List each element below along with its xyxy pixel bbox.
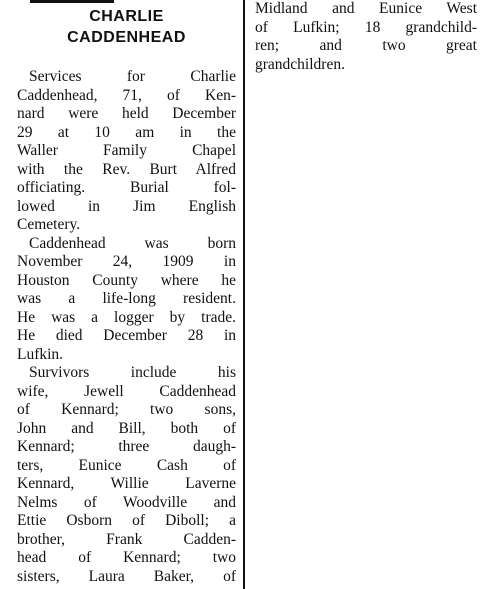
masthead-rule [30, 0, 114, 3]
text-line: He died December 28 in [17, 327, 236, 344]
text-line: Kennard, Willie Laverne [17, 475, 236, 492]
text-line: Kennard; three daugh- [17, 438, 236, 455]
text-line: John and Bill, both of [17, 419, 236, 437]
text-line: Lufkin. [17, 345, 64, 363]
text-line: ters, Eunice Cash of [17, 456, 236, 474]
text-line: Waller Family Chapel [17, 142, 236, 159]
text-line: head of Kennard; two [17, 549, 236, 566]
text-line: nard were held December [17, 105, 236, 122]
text-line: of Lufkin; 18 grandchild- [255, 18, 477, 36]
text-line: Nelms of Woodville and [17, 493, 236, 511]
text-line: Caddenhead, 71, of Ken- [17, 86, 236, 104]
text-line: with the Rev. Burt Alfred [17, 160, 236, 178]
paragraph-services [17, 68, 236, 235]
text-line: November 24, 1909 in [17, 253, 236, 270]
text-line: Caddenhead was born [29, 234, 236, 252]
text-line: was a life-long resident. [17, 290, 236, 307]
text-line: brother, Frank Cadden- [17, 530, 236, 548]
text-line: Houston County where he [17, 271, 236, 289]
text-line: of Kennard; two sons, [17, 401, 236, 418]
text-line: Survivors include his [29, 364, 236, 381]
text-line: lowed in Jim English [17, 197, 236, 215]
text-line: wife, Jewell Caddenhead [17, 382, 236, 400]
paragraph-biography [17, 235, 236, 365]
text-line: Cemetery. [17, 216, 81, 233]
text-line: 29 at 10 am in the [17, 123, 236, 141]
text-line: grandchildren. [255, 55, 345, 73]
headline-line: CHARLIE [89, 8, 164, 25]
text-line: officiating. Burial fol- [17, 179, 236, 196]
left-column [17, 4, 236, 586]
paragraph-survivors [17, 364, 236, 586]
text-line: He was a logger by trade. [17, 308, 236, 326]
text-line: ren; and two great [255, 37, 477, 54]
text-line: sisters, Laura Baker, of [17, 567, 236, 585]
column-divider [243, 0, 245, 589]
paragraph-survivors-continued [255, 0, 477, 74]
text-line: Ettie Osborn of Diboll; a [17, 512, 236, 529]
text-line: Midland and Eunice West [255, 0, 477, 17]
obituary-headline [17, 6, 236, 48]
text-line: Services for Charlie [29, 68, 236, 85]
headline-line: CADDENHEAD [67, 29, 186, 46]
right-column [255, 0, 477, 74]
